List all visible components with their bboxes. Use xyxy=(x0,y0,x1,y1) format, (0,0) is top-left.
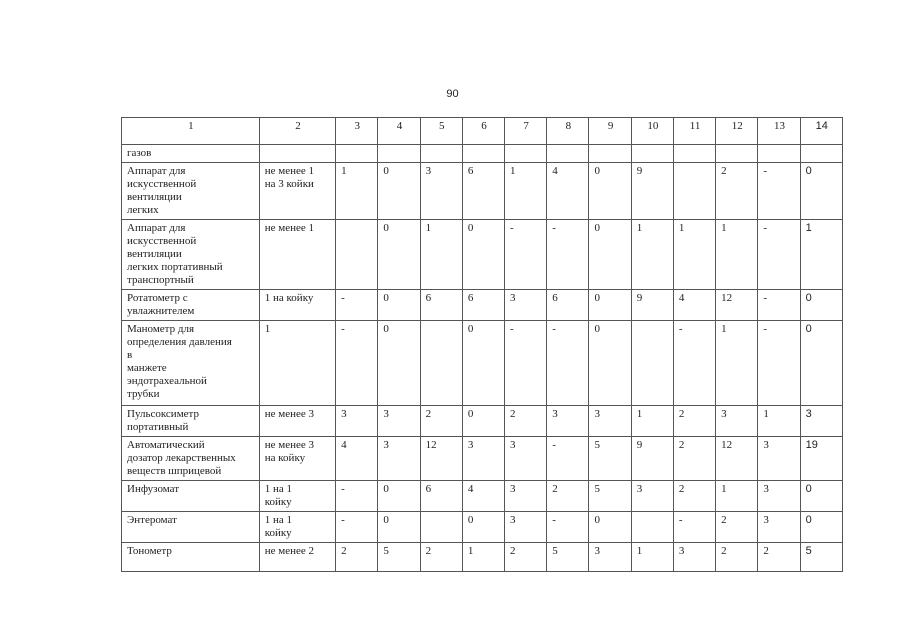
value-cell: - xyxy=(547,512,589,543)
value-cell: 6 xyxy=(420,481,462,512)
value-cell: 0 xyxy=(378,481,420,512)
value-cell: 0 xyxy=(378,290,420,321)
norm-cell: 1 на 1 койку xyxy=(259,481,335,512)
value-cell xyxy=(589,145,631,163)
value-cell: 9 xyxy=(631,437,673,481)
value-cell: 12 xyxy=(716,437,758,481)
value-cell xyxy=(716,145,758,163)
value-cell: 3 xyxy=(336,406,378,437)
value-cell: 1 xyxy=(673,220,715,290)
value-cell: 0 xyxy=(378,321,420,406)
value-cell: 3 xyxy=(505,512,547,543)
value-cell: - xyxy=(547,321,589,406)
value-cell: - xyxy=(336,290,378,321)
value-cell: 0 xyxy=(378,163,420,220)
value-cell: 0 xyxy=(462,321,504,406)
value-cell xyxy=(420,321,462,406)
value-cell: 3 xyxy=(505,437,547,481)
value-cell: - xyxy=(336,321,378,406)
equipment-name-cell: Манометр для определения давления в манжете эндотрахеальной трубки xyxy=(122,321,260,406)
equipment-name-cell: Автоматический дозатор лекарственных веществ шприцевой xyxy=(122,437,260,481)
value-cell xyxy=(420,145,462,163)
norm-cell: не менее 3 на койку xyxy=(259,437,335,481)
equipment-name-cell: Инфузомат xyxy=(122,481,260,512)
value-cell: 6 xyxy=(547,290,589,321)
header-cell: 11 xyxy=(673,118,715,145)
header-cell: 10 xyxy=(631,118,673,145)
value-cell xyxy=(505,145,547,163)
value-cell: 1 xyxy=(631,406,673,437)
equipment-name-cell: Тонометр xyxy=(122,543,260,572)
value-cell: 0 xyxy=(462,512,504,543)
header-cell: 3 xyxy=(336,118,378,145)
value-cell: 3 xyxy=(505,481,547,512)
header-cell: 14 xyxy=(800,118,842,145)
value-cell: 3 xyxy=(462,437,504,481)
value-cell: 6 xyxy=(420,290,462,321)
value-cell: 1 xyxy=(631,220,673,290)
value-cell: 2 xyxy=(420,406,462,437)
value-cell: 5 xyxy=(547,543,589,572)
value-cell: 3 xyxy=(589,543,631,572)
value-cell: 0 xyxy=(378,512,420,543)
value-cell xyxy=(336,145,378,163)
header-cell: 1 xyxy=(122,118,260,145)
value-cell: 2 xyxy=(673,481,715,512)
value-cell: 1 xyxy=(420,220,462,290)
header-cell: 12 xyxy=(716,118,758,145)
value-cell: 3 xyxy=(378,437,420,481)
value-cell: 2 xyxy=(505,543,547,572)
norm-cell: не менее 3 xyxy=(259,406,335,437)
value-cell: 6 xyxy=(462,163,504,220)
value-cell: 0 xyxy=(800,512,842,543)
value-cell: 3 xyxy=(758,512,800,543)
value-cell: - xyxy=(547,220,589,290)
value-cell xyxy=(378,145,420,163)
value-cell: 5 xyxy=(378,543,420,572)
table-row xyxy=(122,437,843,481)
value-cell: 3 xyxy=(631,481,673,512)
value-cell: - xyxy=(758,220,800,290)
value-cell: 12 xyxy=(716,290,758,321)
value-cell: 3 xyxy=(505,290,547,321)
value-cell: 2 xyxy=(716,512,758,543)
value-cell: 3 xyxy=(589,406,631,437)
value-cell: - xyxy=(547,437,589,481)
value-cell: 5 xyxy=(589,481,631,512)
value-cell xyxy=(673,145,715,163)
value-cell: 1 xyxy=(716,220,758,290)
header-cell: 5 xyxy=(420,118,462,145)
value-cell: 1 xyxy=(800,220,842,290)
value-cell: 1 xyxy=(758,406,800,437)
value-cell xyxy=(673,163,715,220)
value-cell: 4 xyxy=(462,481,504,512)
table-row xyxy=(122,321,843,406)
equipment-name-cell: Ротатометр с увлажнителем xyxy=(122,290,260,321)
equipment-name-cell: газов xyxy=(122,145,260,163)
value-cell: 12 xyxy=(420,437,462,481)
table-row xyxy=(122,481,843,512)
value-cell xyxy=(631,321,673,406)
value-cell: 3 xyxy=(758,481,800,512)
value-cell: - xyxy=(336,512,378,543)
value-cell: - xyxy=(505,220,547,290)
header-cell: 13 xyxy=(758,118,800,145)
value-cell: 19 xyxy=(800,437,842,481)
value-cell: 3 xyxy=(673,543,715,572)
norm-cell: не менее 2 xyxy=(259,543,335,572)
value-cell: 9 xyxy=(631,163,673,220)
value-cell: - xyxy=(673,512,715,543)
value-cell: 2 xyxy=(673,406,715,437)
table-row xyxy=(122,163,843,220)
norm-cell: 1 на 1 койку xyxy=(259,512,335,543)
norm-cell: 1 xyxy=(259,321,335,406)
equipment-table xyxy=(121,117,843,572)
norm-cell: не менее 1 xyxy=(259,220,335,290)
value-cell: 0 xyxy=(800,321,842,406)
value-cell: 2 xyxy=(505,406,547,437)
value-cell: 3 xyxy=(716,406,758,437)
page-number: 90 xyxy=(446,88,459,100)
value-cell: 5 xyxy=(800,543,842,572)
value-cell: 0 xyxy=(589,290,631,321)
value-cell: - xyxy=(758,163,800,220)
value-cell: 3 xyxy=(420,163,462,220)
value-cell: - xyxy=(758,290,800,321)
table-header-row xyxy=(122,118,843,145)
value-cell: 1 xyxy=(716,481,758,512)
value-cell: 0 xyxy=(589,321,631,406)
table-row xyxy=(122,145,843,163)
value-cell xyxy=(420,512,462,543)
value-cell: 3 xyxy=(758,437,800,481)
value-cell: - xyxy=(673,321,715,406)
value-cell: 1 xyxy=(631,543,673,572)
table-row xyxy=(122,406,843,437)
value-cell: 1 xyxy=(716,321,758,406)
value-cell xyxy=(547,145,589,163)
value-cell: 2 xyxy=(336,543,378,572)
header-cell: 7 xyxy=(505,118,547,145)
value-cell xyxy=(758,145,800,163)
value-cell xyxy=(631,145,673,163)
norm-cell xyxy=(259,145,335,163)
value-cell xyxy=(800,145,842,163)
value-cell: 0 xyxy=(462,406,504,437)
value-cell: 2 xyxy=(547,481,589,512)
table-row xyxy=(122,512,843,543)
value-cell xyxy=(462,145,504,163)
value-cell: 5 xyxy=(589,437,631,481)
equipment-name-cell: Аппарат для искусственной вентиляции легких портативный транспортный xyxy=(122,220,260,290)
header-cell: 6 xyxy=(462,118,504,145)
norm-cell: 1 на койку xyxy=(259,290,335,321)
header-cell: 2 xyxy=(259,118,335,145)
value-cell: - xyxy=(336,481,378,512)
value-cell: 0 xyxy=(589,220,631,290)
value-cell: 9 xyxy=(631,290,673,321)
value-cell: 4 xyxy=(673,290,715,321)
value-cell: 2 xyxy=(673,437,715,481)
table-row xyxy=(122,220,843,290)
value-cell: 2 xyxy=(716,163,758,220)
value-cell: 3 xyxy=(800,406,842,437)
value-cell: 0 xyxy=(800,290,842,321)
value-cell: 1 xyxy=(336,163,378,220)
value-cell: 4 xyxy=(336,437,378,481)
value-cell: 0 xyxy=(462,220,504,290)
value-cell: 1 xyxy=(462,543,504,572)
value-cell: 0 xyxy=(800,163,842,220)
value-cell: 3 xyxy=(378,406,420,437)
value-cell xyxy=(631,512,673,543)
value-cell: 0 xyxy=(589,512,631,543)
value-cell: 0 xyxy=(378,220,420,290)
value-cell: 6 xyxy=(462,290,504,321)
header-cell: 9 xyxy=(589,118,631,145)
equipment-name-cell: Энтеромат xyxy=(122,512,260,543)
value-cell xyxy=(336,220,378,290)
value-cell: 0 xyxy=(800,481,842,512)
table-row xyxy=(122,543,843,572)
value-cell: - xyxy=(505,321,547,406)
value-cell: 0 xyxy=(589,163,631,220)
table-row xyxy=(122,290,843,321)
value-cell: 2 xyxy=(758,543,800,572)
value-cell: 3 xyxy=(547,406,589,437)
equipment-name-cell: Аппарат для искусственной вентиляции легких xyxy=(122,163,260,220)
value-cell: 2 xyxy=(716,543,758,572)
equipment-name-cell: Пульсоксиметр портативный xyxy=(122,406,260,437)
value-cell: 2 xyxy=(420,543,462,572)
value-cell: 1 xyxy=(505,163,547,220)
value-cell: 4 xyxy=(547,163,589,220)
norm-cell: не менее 1 на 3 койки xyxy=(259,163,335,220)
header-cell: 8 xyxy=(547,118,589,145)
header-cell: 4 xyxy=(378,118,420,145)
value-cell: - xyxy=(758,321,800,406)
